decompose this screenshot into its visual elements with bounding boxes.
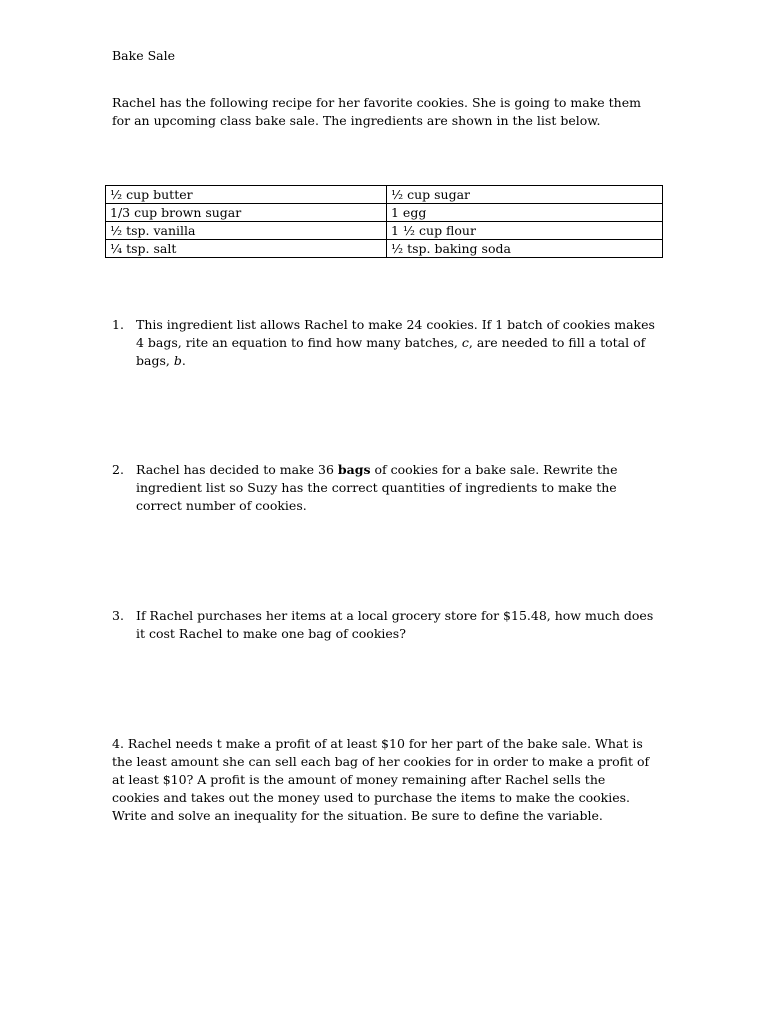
question-line: the least amount she can sell each bag of her cookies for in order to make a profit of xyxy=(112,754,650,769)
page-title: Bake Sale xyxy=(112,48,175,63)
question-line: cookies and takes out the money used to purchase the items to make the cookies. xyxy=(112,790,631,805)
question-4 xyxy=(112,735,657,825)
intro-line: Rachel has the following recipe for her favorite cookies. She is going to make them xyxy=(112,95,641,110)
question-line: 4. Rachel needs t make a profit of at least $10 for her part of the bake sale. What is xyxy=(112,736,643,751)
variable-b: b xyxy=(173,353,182,368)
question-line: bags, b. xyxy=(136,353,186,368)
intro-line: for an upcoming class bake sale. The ingredients are shown in the list below. xyxy=(112,113,601,128)
variable-c: c xyxy=(461,335,469,350)
ingredient-cell: ½ tsp. vanilla xyxy=(106,222,387,240)
question-line: Rachel has decided to make 36 bags of cookies for a bake sale. Rewrite the xyxy=(136,462,618,477)
emphasis-bags: bags xyxy=(337,462,371,477)
table-row xyxy=(106,204,663,222)
intro-paragraph xyxy=(112,94,657,130)
question-line: at least $10? A profit is the amount of money remaining after Rachel sells the xyxy=(112,772,606,787)
ingredient-cell: 1 ½ cup flour xyxy=(387,222,663,240)
ingredient-cell: 1 egg xyxy=(387,204,663,222)
table-row xyxy=(106,222,663,240)
question-line: 4 bags, rite an equation to find how many batches, c, are needed to fill a total of xyxy=(136,335,646,350)
ingredient-cell: ½ tsp. baking soda xyxy=(387,240,663,258)
question-line: If Rachel purchases her items at a local grocery store for $15.48, how much does xyxy=(136,608,654,623)
ingredient-cell: ½ cup butter xyxy=(106,186,387,204)
ingredient-cell: ¼ tsp. salt xyxy=(106,240,387,258)
question-number: 3. xyxy=(112,608,124,623)
question-3 xyxy=(112,607,667,643)
question-number: 2. xyxy=(112,462,124,477)
question-number: 1. xyxy=(112,317,124,332)
ingredients-table xyxy=(105,185,663,258)
question-line: ingredient list so Suzy has the correct quantities of ingredients to make the xyxy=(136,480,617,495)
question-1 xyxy=(112,316,667,370)
question-text xyxy=(136,461,667,515)
question-line: Write and solve an inequality for the situation. Be sure to define the variable. xyxy=(112,808,603,823)
table-row xyxy=(106,186,663,204)
question-line: it cost Rachel to make one bag of cookies? xyxy=(136,626,406,641)
question-text xyxy=(136,316,667,370)
ingredient-cell: 1/3 cup brown sugar xyxy=(106,204,387,222)
ingredient-cell: ½ cup sugar xyxy=(387,186,663,204)
table-row xyxy=(106,240,663,258)
question-2 xyxy=(112,461,667,515)
question-line: This ingredient list allows Rachel to make 24 cookies. If 1 batch of cookies makes xyxy=(136,317,655,332)
question-line: correct number of cookies. xyxy=(136,498,307,513)
question-text xyxy=(136,607,667,643)
